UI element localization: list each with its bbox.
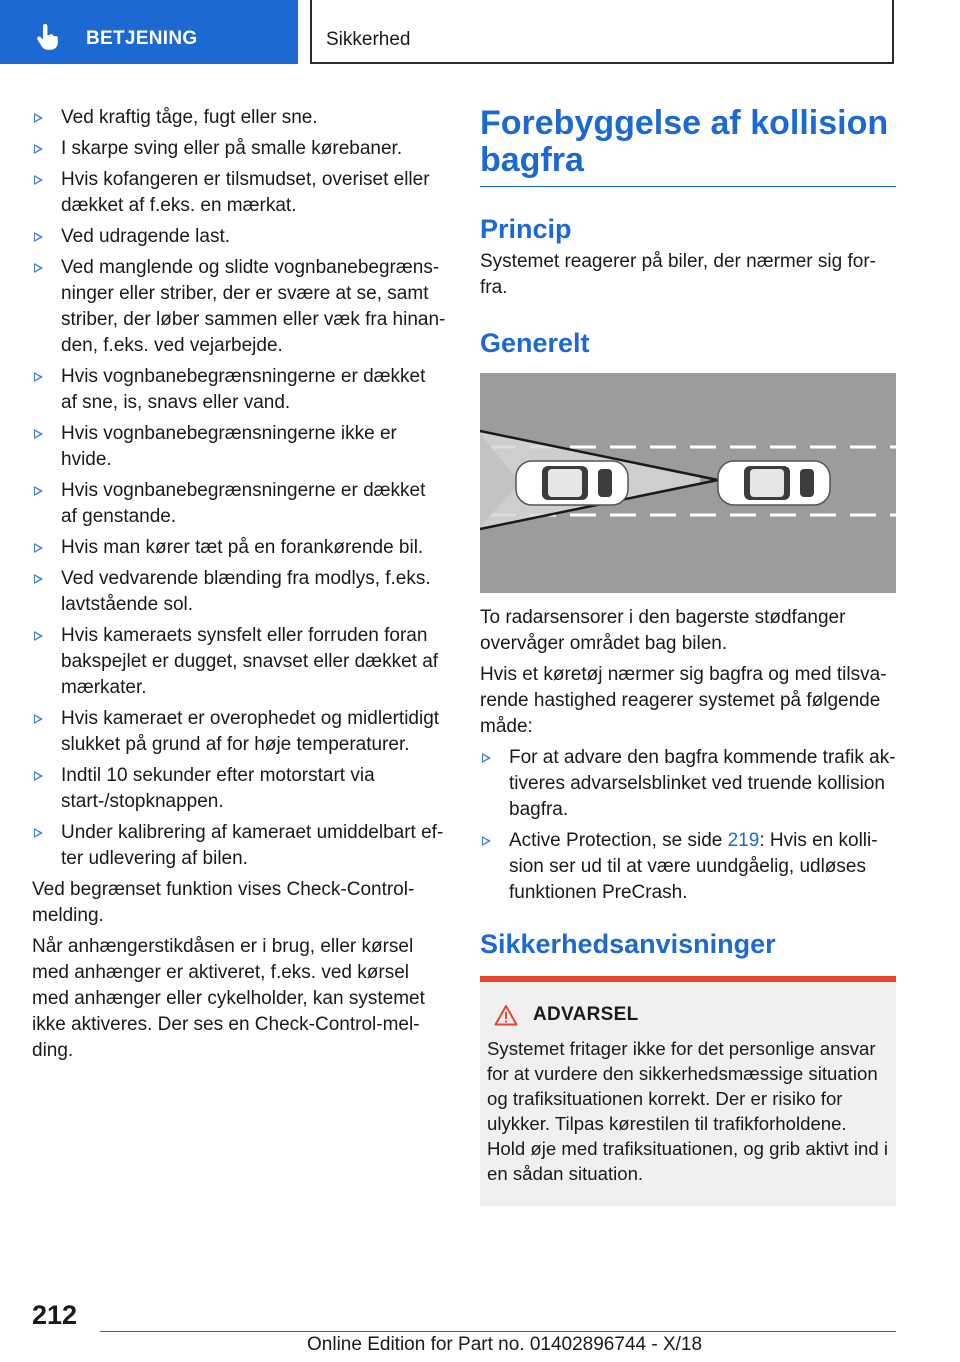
bullet-triangle-icon — [34, 543, 43, 553]
warning-triangle-icon — [494, 1004, 518, 1026]
bullet-triangle-icon — [34, 175, 43, 185]
list-item: Ved kraftig tåge, fugt eller sne. — [32, 105, 446, 131]
bullet-triangle-icon — [34, 631, 43, 641]
list-item: Hvis kofangeren er tilsmudset, overiset eller dækket af f.eks. en mærkat. — [32, 167, 446, 219]
list-item: Hvis vognbanebegrænsningerne er dækket af genstande. — [32, 478, 446, 530]
page-title: Forebyggelse af kollision bagfra — [480, 105, 896, 187]
warning-box — [480, 976, 896, 1206]
limitations-list — [32, 105, 446, 872]
bullet-triangle-icon — [482, 836, 491, 846]
principle-heading: Princip — [480, 214, 572, 244]
list-item: For at advare den bagfra kommende trafik aktiveres advarselsblinket ved truende kollision bagfra. — [480, 745, 896, 823]
bullet-triangle-icon — [34, 113, 43, 123]
own-car — [718, 461, 830, 505]
general-heading: Generelt — [480, 328, 590, 358]
section-header — [0, 0, 298, 64]
bullet-triangle-icon — [34, 144, 43, 154]
hand-pointer-icon — [34, 24, 60, 50]
general-paragraph-2: Hvis et køretøj nærmer sig bagfra og med tilsvarende hastighed reagerer systemet på følgende måde: — [480, 664, 887, 737]
list-item: Active Protection, se side 219: Hvis en kollision ser ud til at være uundgåelig, udløses funktionen PreCrash. — [480, 828, 896, 906]
list-item: Hvis kameraets synsfelt eller forruden foran bakspejlet er dugget, snavset eller dækket af mærkater. — [32, 623, 446, 701]
warning-label: ADVARSEL — [533, 1004, 639, 1025]
bullet-triangle-icon — [482, 753, 491, 763]
chapter-tab — [310, 0, 894, 64]
reaction-list — [480, 745, 896, 906]
edition-info: Online Edition for Part no. 01402896744 - X/18 — [307, 1334, 703, 1355]
bullet-triangle-icon — [34, 771, 43, 781]
list-item: I skarpe sving eller på smalle kørebaner. — [32, 136, 446, 162]
bullet-triangle-icon — [34, 828, 43, 838]
general-paragraph-1: To radarsensorer i den bagerste stødfanger overvåger området bag bilen. — [480, 607, 846, 654]
radar-illustration — [480, 373, 896, 593]
safety-heading: Sikkerhedsanvisninger — [480, 929, 776, 959]
chapter-label: Sikkerhed — [326, 29, 411, 50]
left-column — [32, 105, 446, 1069]
list-item: Ved udragende last. — [32, 224, 446, 250]
list-item: Ved vedvarende blænding fra modlys, f.eks. lavtstående sol. — [32, 566, 446, 618]
bullet-triangle-icon — [34, 232, 43, 242]
list-item: Hvis vognbanebegrænsningerne ikke er hvide. — [32, 421, 446, 473]
section-label: BETJENING — [86, 28, 198, 49]
footer-divider — [100, 1331, 896, 1332]
list-item: Hvis vognbanebegrænsningerne er dækket af sne, is, snavs eller vand. — [32, 364, 446, 416]
bullet-triangle-icon — [34, 429, 43, 439]
paragraph-trailer: Når anhængerstikdåsen er i brug, eller kørsel med anhænger er aktiveret, f.eks. ved kørsel med anhænger eller cykelholder, kan systemet ikke aktiveres. Der ses en Check-Control-melding. — [32, 936, 425, 1061]
bullet-triangle-icon — [34, 263, 43, 273]
warning-text: Systemet fritager ikke for det personlige ansvar for at vurdere den sikkerhedsmæssige situation og trafiksituationen korrekt. Der er risiko for ulykker. Tilpas kørestilen til trafikforholdene. Hold øje med trafiksituationen, og grib aktivt ind i en sådan situation. — [487, 1038, 888, 1184]
list-item: Hvis man kører tæt på en forankørende bil. — [32, 535, 446, 561]
bullet-triangle-icon — [34, 574, 43, 584]
approaching-car — [516, 461, 628, 505]
list-item: Indtil 10 sekunder efter motorstart via start-/stopknappen. — [32, 763, 446, 815]
bullet-triangle-icon — [34, 714, 43, 724]
page-reference-link[interactable]: 219 — [727, 830, 760, 851]
paragraph-check-control: Ved begrænset funktion vises Check-Control-melding. — [32, 879, 415, 926]
list-item: Under kalibrering af kameraet umiddelbart efter udlevering af bilen. — [32, 820, 446, 872]
principle-text: Systemet reagerer på biler, der nærmer sig forfra. — [480, 251, 876, 298]
page-number: 212 — [32, 1300, 78, 1330]
list-item: Ved manglende og slidte vognbanebegrænsninger eller striber, der er svære at se, samt striber, der løber sammen eller væk fra hinanden, f.eks. ved vejarbejde. — [32, 255, 446, 359]
right-column — [480, 105, 896, 1206]
bullet-triangle-icon — [34, 486, 43, 496]
bullet-triangle-icon — [34, 372, 43, 382]
list-item: Hvis kameraet er overophedet og midlertidigt slukket på grund af for høje temperaturer. — [32, 706, 446, 758]
